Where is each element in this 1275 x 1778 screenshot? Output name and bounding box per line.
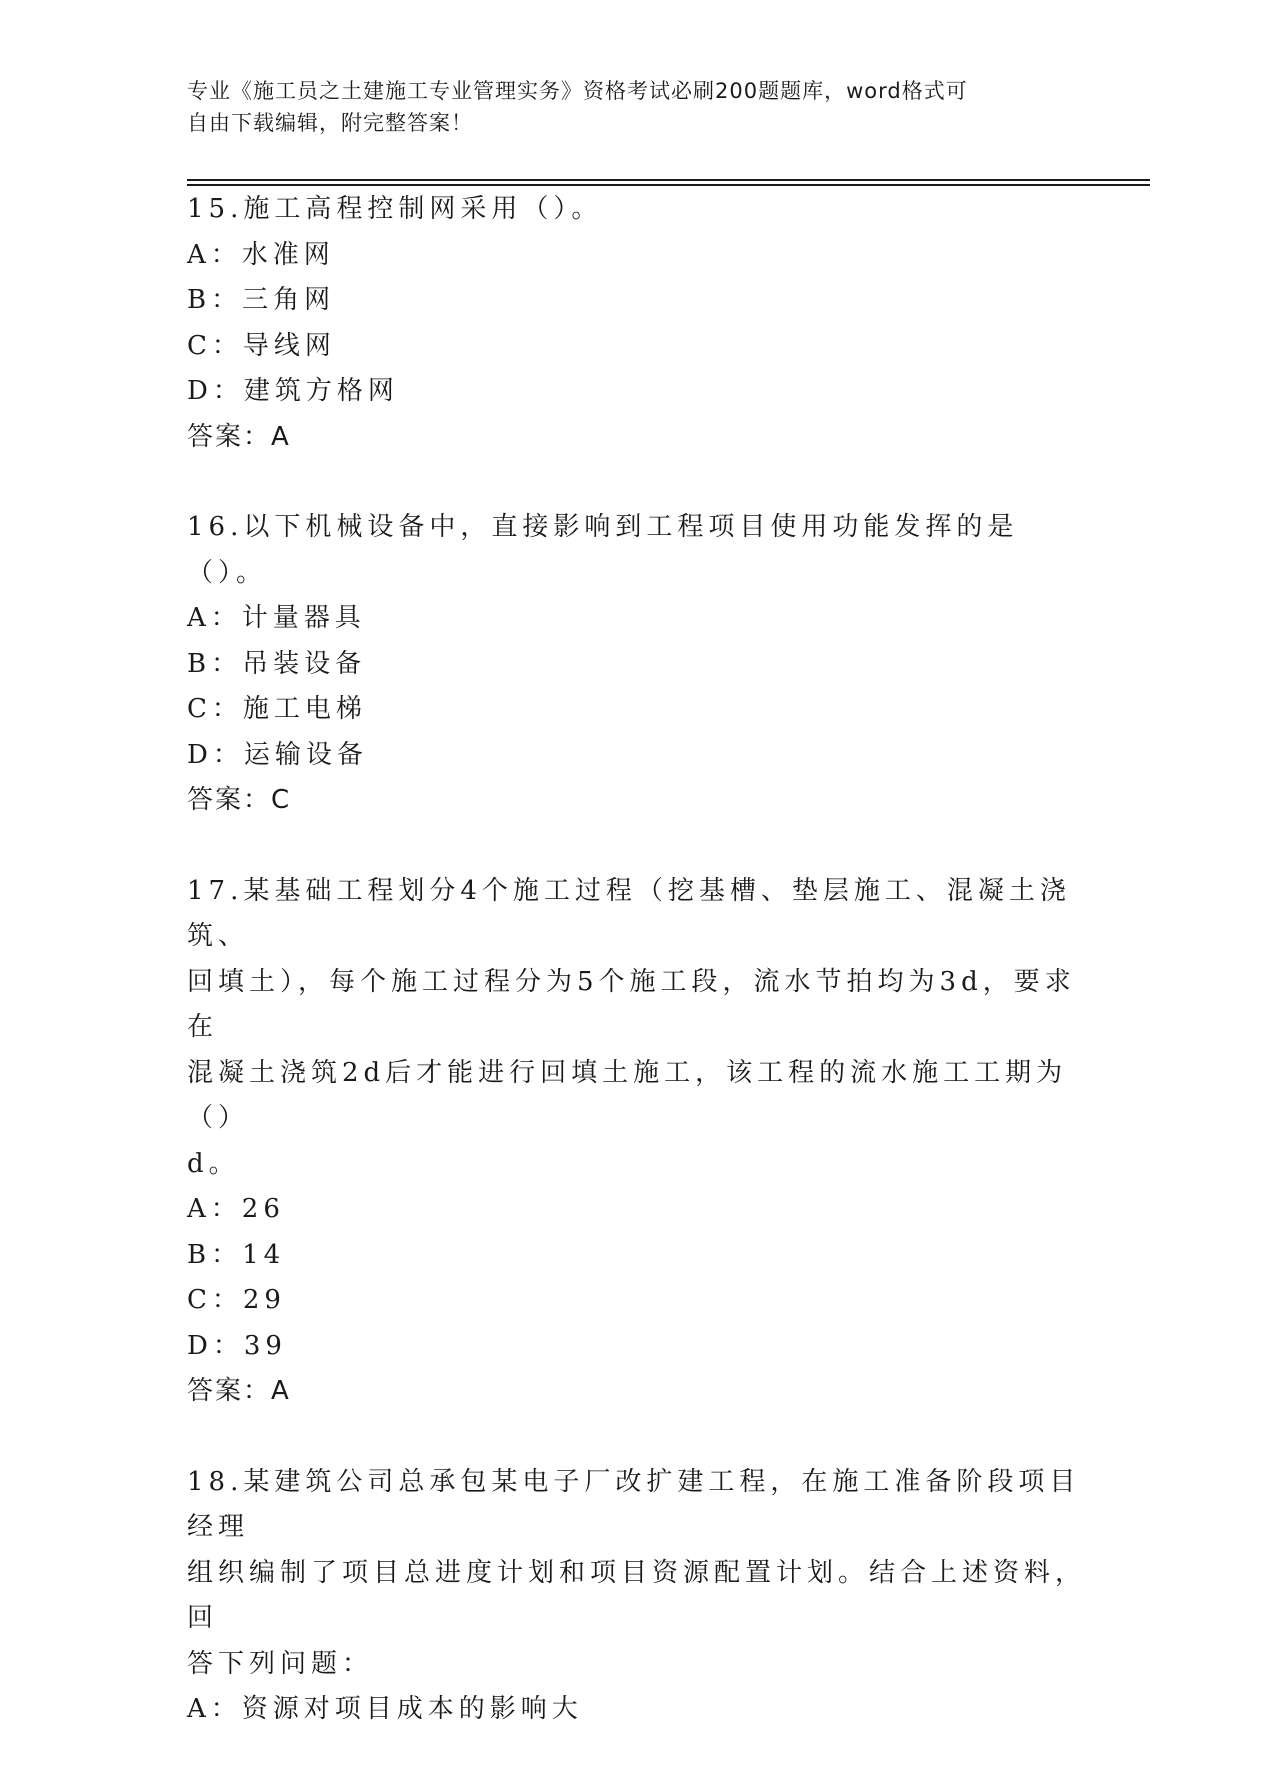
question-18 (187, 1460, 1087, 1733)
option-c: C：29 (187, 1285, 286, 1315)
header-title-line-1: 专业《施工员之土建施工专业管理实务》资格考试必刷200题题库，word格式可 (187, 79, 968, 103)
option-b: B：吊装设备 (187, 648, 367, 679)
header-divider-top (187, 179, 1150, 181)
option-d: D：建筑方格网 (187, 376, 399, 406)
answer: 答案：A (187, 421, 291, 452)
option-d: D：39 (187, 1330, 287, 1361)
option-a: A：资源对项目成本的影响大 (187, 1694, 583, 1724)
question-text-line-4: d。 (187, 1148, 240, 1179)
question-text: 15.施工高程控制网采用（）。 (187, 194, 603, 224)
option-a: A：计量器具 (187, 603, 366, 633)
option-c: C：施工电梯 (187, 694, 367, 724)
question-15 (187, 187, 1087, 460)
question-text-line-3: 混凝土浇筑2d后才能进行回填土施工，该工程的流水施工工期为（） (187, 1057, 1068, 1133)
question-list (187, 187, 1087, 1778)
option-a: A：26 (187, 1194, 285, 1224)
option-c: C：导线网 (187, 330, 336, 361)
header-divider-bottom (187, 184, 1150, 186)
answer: 答案：C (187, 785, 292, 815)
header-title-line-2: 自由下载编辑，附完整答案！ (187, 111, 473, 135)
option-d: D：运输设备 (187, 739, 368, 770)
answer: 答案：A (187, 1376, 291, 1406)
question-text-line-2: 组织编制了项目总进度计划和项目资源配置计划。结合上述资料，回 (187, 1557, 1087, 1633)
question-17 (187, 869, 1087, 1415)
option-a: A：水准网 (187, 239, 335, 270)
question-text-line-1: 18.某建筑公司总承包某电子厂改扩建工程，在施工准备阶段项目经理 (187, 1466, 1081, 1542)
document-header (187, 75, 1067, 139)
option-b: B：14 (187, 1239, 286, 1270)
question-16 (187, 505, 1087, 824)
option-b: B：三角网 (187, 285, 336, 315)
question-text-line-2: 回填土），每个施工过程分为5个施工段，流水节拍均为3d，要求在 (187, 966, 1076, 1042)
question-text-line-3: 答下列问题： (187, 1648, 374, 1679)
question-text: 16.以下机械设备中，直接影响到工程项目使用功能发挥的是（）。 (187, 512, 1019, 588)
question-text-line-1: 17.某基础工程划分4个施工过程（挖基槽、垫层施工、混凝土浇筑、 (187, 875, 1071, 951)
